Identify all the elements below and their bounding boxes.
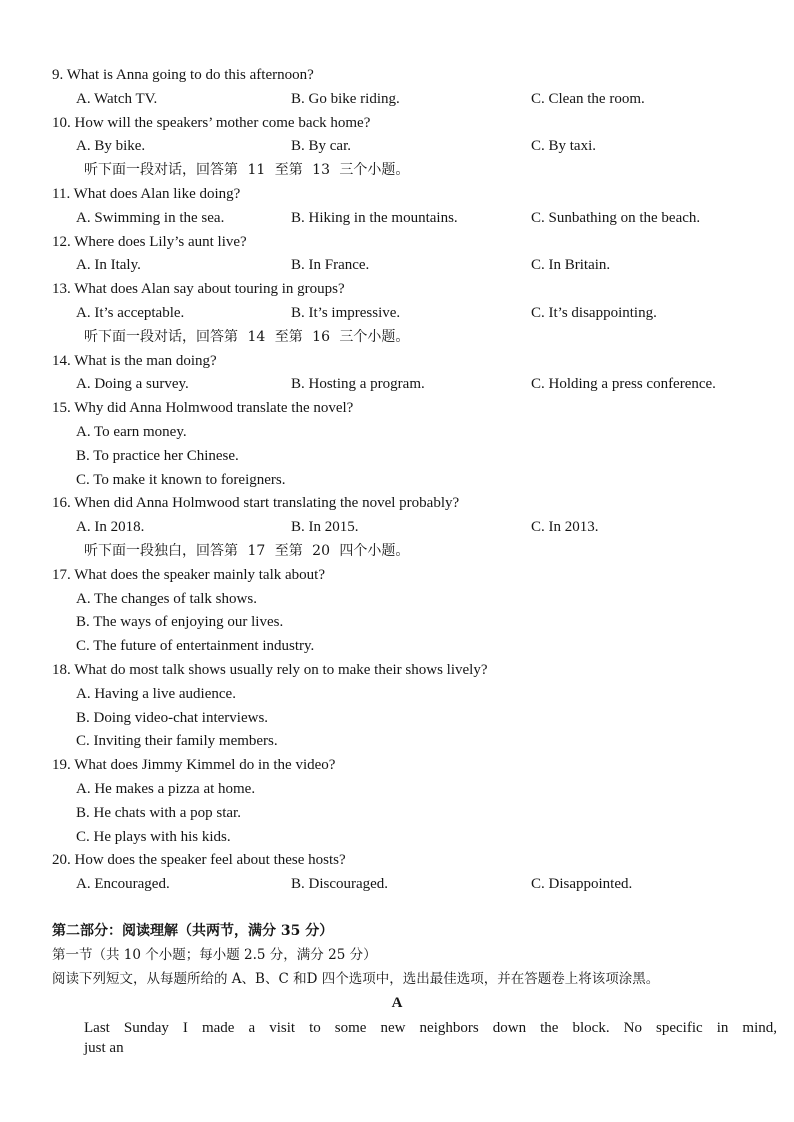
passage-line-1: Last Sunday I made a visit to some new neighbors down the block. No specific in mind, (84, 1020, 777, 1036)
question-9-option-a: A. Watch TV. (76, 90, 158, 107)
question-19-option-b: B. He chats with a pop star. (76, 804, 241, 821)
listening-direction-1: 听下面一段对话，回答第 11 至第 13 三个小题。 (84, 162, 410, 179)
listening-section (0, 64, 794, 897)
question-17-option-b: B. The ways of enjoying our lives. (76, 614, 284, 631)
question-11-stem: 11. What does Alan like doing? (52, 185, 241, 202)
question-13-stem: 13. What does Alan say about touring in groups? (52, 281, 345, 298)
question-11-option-c: C. Sunbathing on the beach. (531, 209, 701, 226)
question-11-option-a: A. Swimming in the sea. (76, 209, 225, 226)
question-11-option-b: B. Hiking in the mountains. (291, 209, 458, 226)
question-16-option-b: B. In 2015. (291, 519, 359, 536)
listening-direction-3: 听下面一段独白，回答第 17 至第 20 四个小题。 (84, 542, 410, 559)
listening-direction-2: 听下面一段对话，回答第 14 至第 16 三个小题。 (84, 328, 410, 345)
question-19-stem: 19. What does Jimmy Kimmel do in the video? (52, 757, 336, 774)
question-18-stem: 18. What do most talk shows usually rely on to make their shows lively? (52, 661, 488, 678)
passage-a (84, 1018, 777, 1058)
question-16-stem: 16. When did Anna Holmwood start translating the novel probably? (52, 495, 460, 512)
question-20-option-b: B. Discouraged. (291, 876, 389, 893)
section-one-heading: 第一节（共 10 个小题；每小题 2.5 分，满分 25 分） (52, 947, 377, 963)
question-9-option-c: C. Clean the room. (531, 90, 645, 107)
question-10-options (0, 135, 794, 159)
question-14-option-a: A. Doing a survey. (76, 376, 189, 393)
reading-instruction: 阅读下列短文，从每题所给的 A、B、C 和D 四个选项中，选出最佳选项，并在答题卷上将该项涂黑。 (52, 971, 660, 987)
question-9-option-b: B. Go bike riding. (291, 90, 400, 107)
question-12-option-b: B. In France. (291, 257, 370, 274)
question-14-option-c: C. Holding a press conference. (531, 376, 716, 393)
question-17-option-a: A. The changes of talk shows. (76, 590, 257, 607)
question-16-option-a: A. In 2018. (76, 519, 145, 536)
question-16-options (0, 516, 794, 540)
question-15-stem: 15. Why did Anna Holmwood translate the novel? (52, 400, 354, 417)
question-12-options (0, 254, 794, 278)
question-18-option-b: B. Doing video-chat interviews. (76, 709, 269, 726)
question-9-stem: 9. What is Anna going to do this afternoon? (52, 67, 314, 83)
question-20-stem: 20. How does the speaker feel about these hosts? (52, 852, 346, 869)
part-two-heading: 第二部分：阅读理解（共两节，满分 35 分） (52, 923, 334, 939)
question-12-option-a: A. In Italy. (76, 257, 141, 274)
question-18-option-a: A. Having a live audience. (76, 685, 236, 702)
question-16-option-c: C. In 2013. (531, 519, 599, 536)
question-12-option-c: C. In Britain. (531, 257, 611, 274)
question-19-option-a: A. He makes a pizza at home. (76, 780, 256, 797)
question-11-options (0, 207, 794, 231)
question-15-option-b: B. To practice her Chinese. (76, 447, 239, 464)
question-10-stem: 10. How will the speakers’ mother come back home? (52, 114, 371, 131)
passage-line-2: just an (84, 1040, 124, 1056)
passage-label: A (391, 995, 403, 1011)
question-14-options (0, 373, 794, 397)
question-10-option-b: B. By car. (291, 138, 351, 155)
question-20-option-c: C. Disappointed. (531, 876, 633, 893)
question-19-option-c: C. He plays with his kids. (76, 828, 231, 845)
question-10-option-c: C. By taxi. (531, 138, 597, 155)
reading-section (0, 919, 794, 1015)
question-17-stem: 17. What does the speaker mainly talk about? (52, 566, 325, 583)
question-15-option-a: A. To earn money. (76, 423, 187, 440)
question-18-option-c: C. Inviting their family members. (76, 733, 278, 750)
question-13-options (0, 302, 794, 326)
question-14-stem: 14. What is the man doing? (52, 352, 217, 369)
question-9-options (0, 88, 794, 112)
question-13-option-b: B. It’s impressive. (291, 304, 401, 321)
question-10-option-a: A. By bike. (76, 138, 146, 155)
question-17-option-c: C. The future of entertainment industry. (76, 638, 315, 655)
question-13-option-c: C. It’s disappointing. (531, 304, 657, 321)
question-15-option-c: C. To make it known to foreigners. (76, 471, 286, 488)
question-14-option-b: B. Hosting a program. (291, 376, 425, 393)
question-20-option-a: A. Encouraged. (76, 876, 170, 893)
question-13-option-a: A. It’s acceptable. (76, 304, 185, 321)
question-12-stem: 12. Where does Lily’s aunt live? (52, 233, 247, 250)
question-20-options (0, 873, 794, 897)
